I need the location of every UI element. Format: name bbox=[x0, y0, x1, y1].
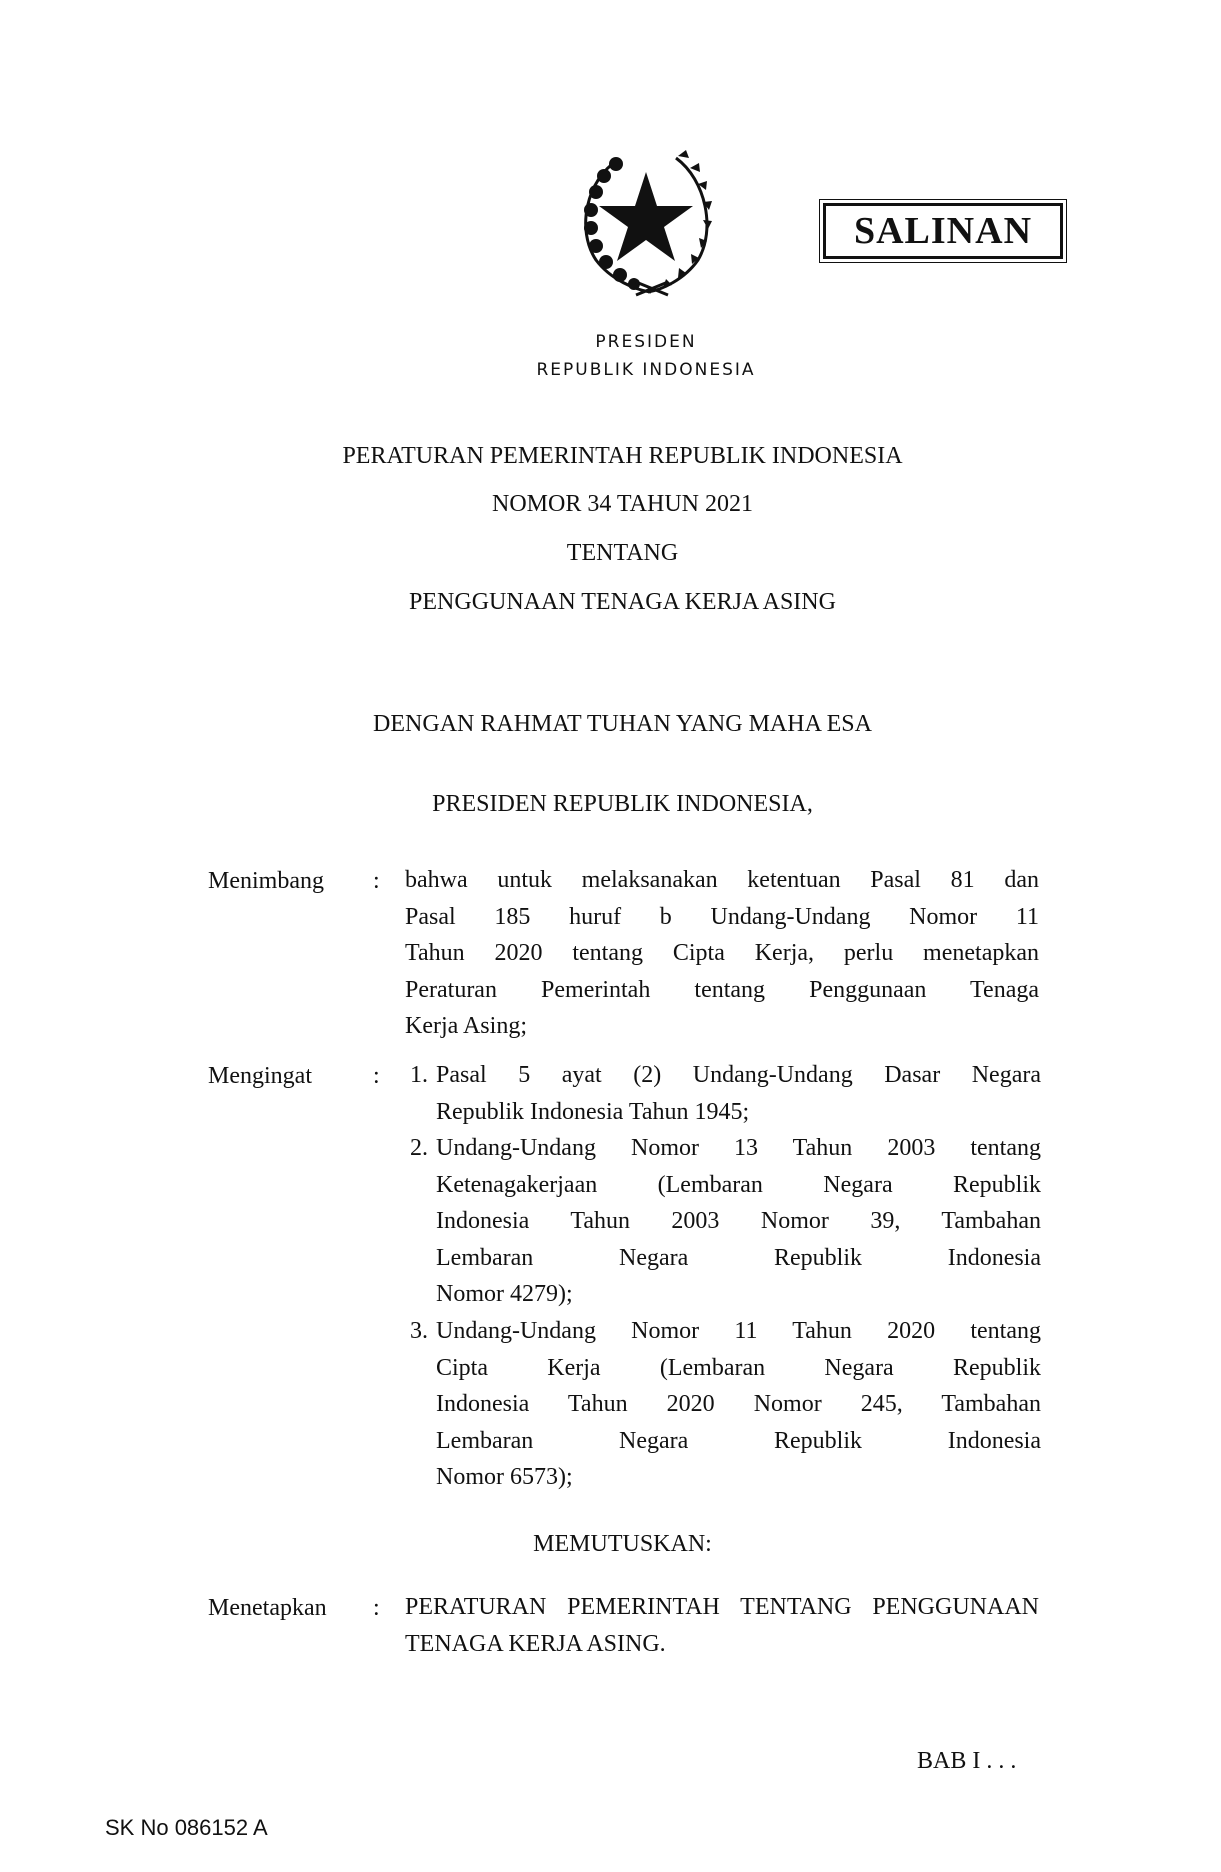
item-text bbox=[436, 1057, 1041, 1130]
regulation-title: PERATURAN PEMERINTAH REPUBLIK INDONESIA bbox=[342, 443, 903, 469]
item-text bbox=[436, 1313, 1041, 1496]
regulation-subject: PENGGUNAAN TENAGA KERJA ASING bbox=[409, 589, 836, 615]
mengingat-label: Mengingat bbox=[208, 1063, 312, 1089]
menimbang-line: Tahun 2020 tentang Cipta Kerja, perlu menetapkan bbox=[405, 940, 1039, 966]
sk-number: SK No 086152 A bbox=[105, 1815, 268, 1840]
preamble-rahmat: DENGAN RAHMAT TUHAN YANG MAHA ESA bbox=[373, 711, 872, 737]
item-line: Undang-Undang Nomor 11 Tahun 2020 tentang bbox=[436, 1318, 1041, 1344]
item-line: Lembaran Negara Republik Indonesia bbox=[436, 1427, 1041, 1454]
item-text bbox=[436, 1130, 1041, 1313]
emblem-caption-presiden: PRESIDEN bbox=[595, 332, 697, 352]
item-line: Lembaran Negara Republik Indonesia bbox=[436, 1244, 1041, 1271]
menimbang-line: Kerja Asing; bbox=[405, 1013, 527, 1039]
regulation-tentang: TENTANG bbox=[566, 540, 679, 566]
item-number: 3. bbox=[410, 1318, 428, 1344]
menimbang-text bbox=[405, 862, 1039, 1045]
item-line: Pasal 5 ayat (2) Undang-Undang Dasar Negara bbox=[436, 1062, 1041, 1088]
item-number: 1. bbox=[410, 1062, 428, 1088]
garuda-star-emblem-icon bbox=[556, 140, 736, 315]
preamble-presiden: PRESIDEN REPUBLIK INDONESIA, bbox=[432, 791, 813, 817]
regulation-number: NOMOR 34 TAHUN 2021 bbox=[492, 491, 753, 517]
item-line: Nomor 4279); bbox=[436, 1281, 573, 1307]
menetapkan-line: PERATURAN PEMERINTAH TENTANG PENGGUNAAN bbox=[405, 1594, 1039, 1620]
page-continuation: BAB I . . . bbox=[917, 1748, 1017, 1774]
menimbang-line: Pasal 185 huruf b Undang-Undang Nomor 11 bbox=[405, 903, 1039, 930]
item-line: Cipta Kerja (Lembaran Negara Republik bbox=[436, 1354, 1041, 1381]
salinan-stamp: SALINAN bbox=[823, 203, 1063, 259]
menimbang-colon: : bbox=[373, 868, 380, 894]
item-line: Ketenagakerjaan (Lembaran Negara Republik bbox=[436, 1171, 1041, 1198]
item-line: Undang-Undang Nomor 13 Tahun 2003 tentang bbox=[436, 1135, 1041, 1161]
emblem-caption-republik: REPUBLIK INDONESIA bbox=[536, 360, 756, 380]
menimbang-label: Menimbang bbox=[208, 868, 324, 894]
mengingat-colon: : bbox=[373, 1063, 380, 1089]
menetapkan-text bbox=[405, 1589, 1039, 1662]
item-number: 2. bbox=[410, 1135, 428, 1161]
menimbang-line: bahwa untuk melaksanakan ketentuan Pasal 81 dan bbox=[405, 867, 1039, 893]
memutuskan-heading: MEMUTUSKAN: bbox=[533, 1531, 712, 1557]
item-line: Nomor 6573); bbox=[436, 1464, 573, 1490]
menetapkan-label: Menetapkan bbox=[208, 1595, 327, 1621]
menetapkan-line: TENAGA KERJA ASING. bbox=[405, 1630, 666, 1657]
item-line: Indonesia Tahun 2003 Nomor 39, Tambahan bbox=[436, 1208, 1041, 1234]
item-line: Indonesia Tahun 2020 Nomor 245, Tambahan bbox=[436, 1391, 1041, 1417]
menimbang-line: Peraturan Pemerintah tentang Penggunaan Tenaga bbox=[405, 976, 1039, 1003]
menetapkan-colon: : bbox=[373, 1595, 380, 1621]
item-line: Republik Indonesia Tahun 1945; bbox=[436, 1098, 750, 1125]
